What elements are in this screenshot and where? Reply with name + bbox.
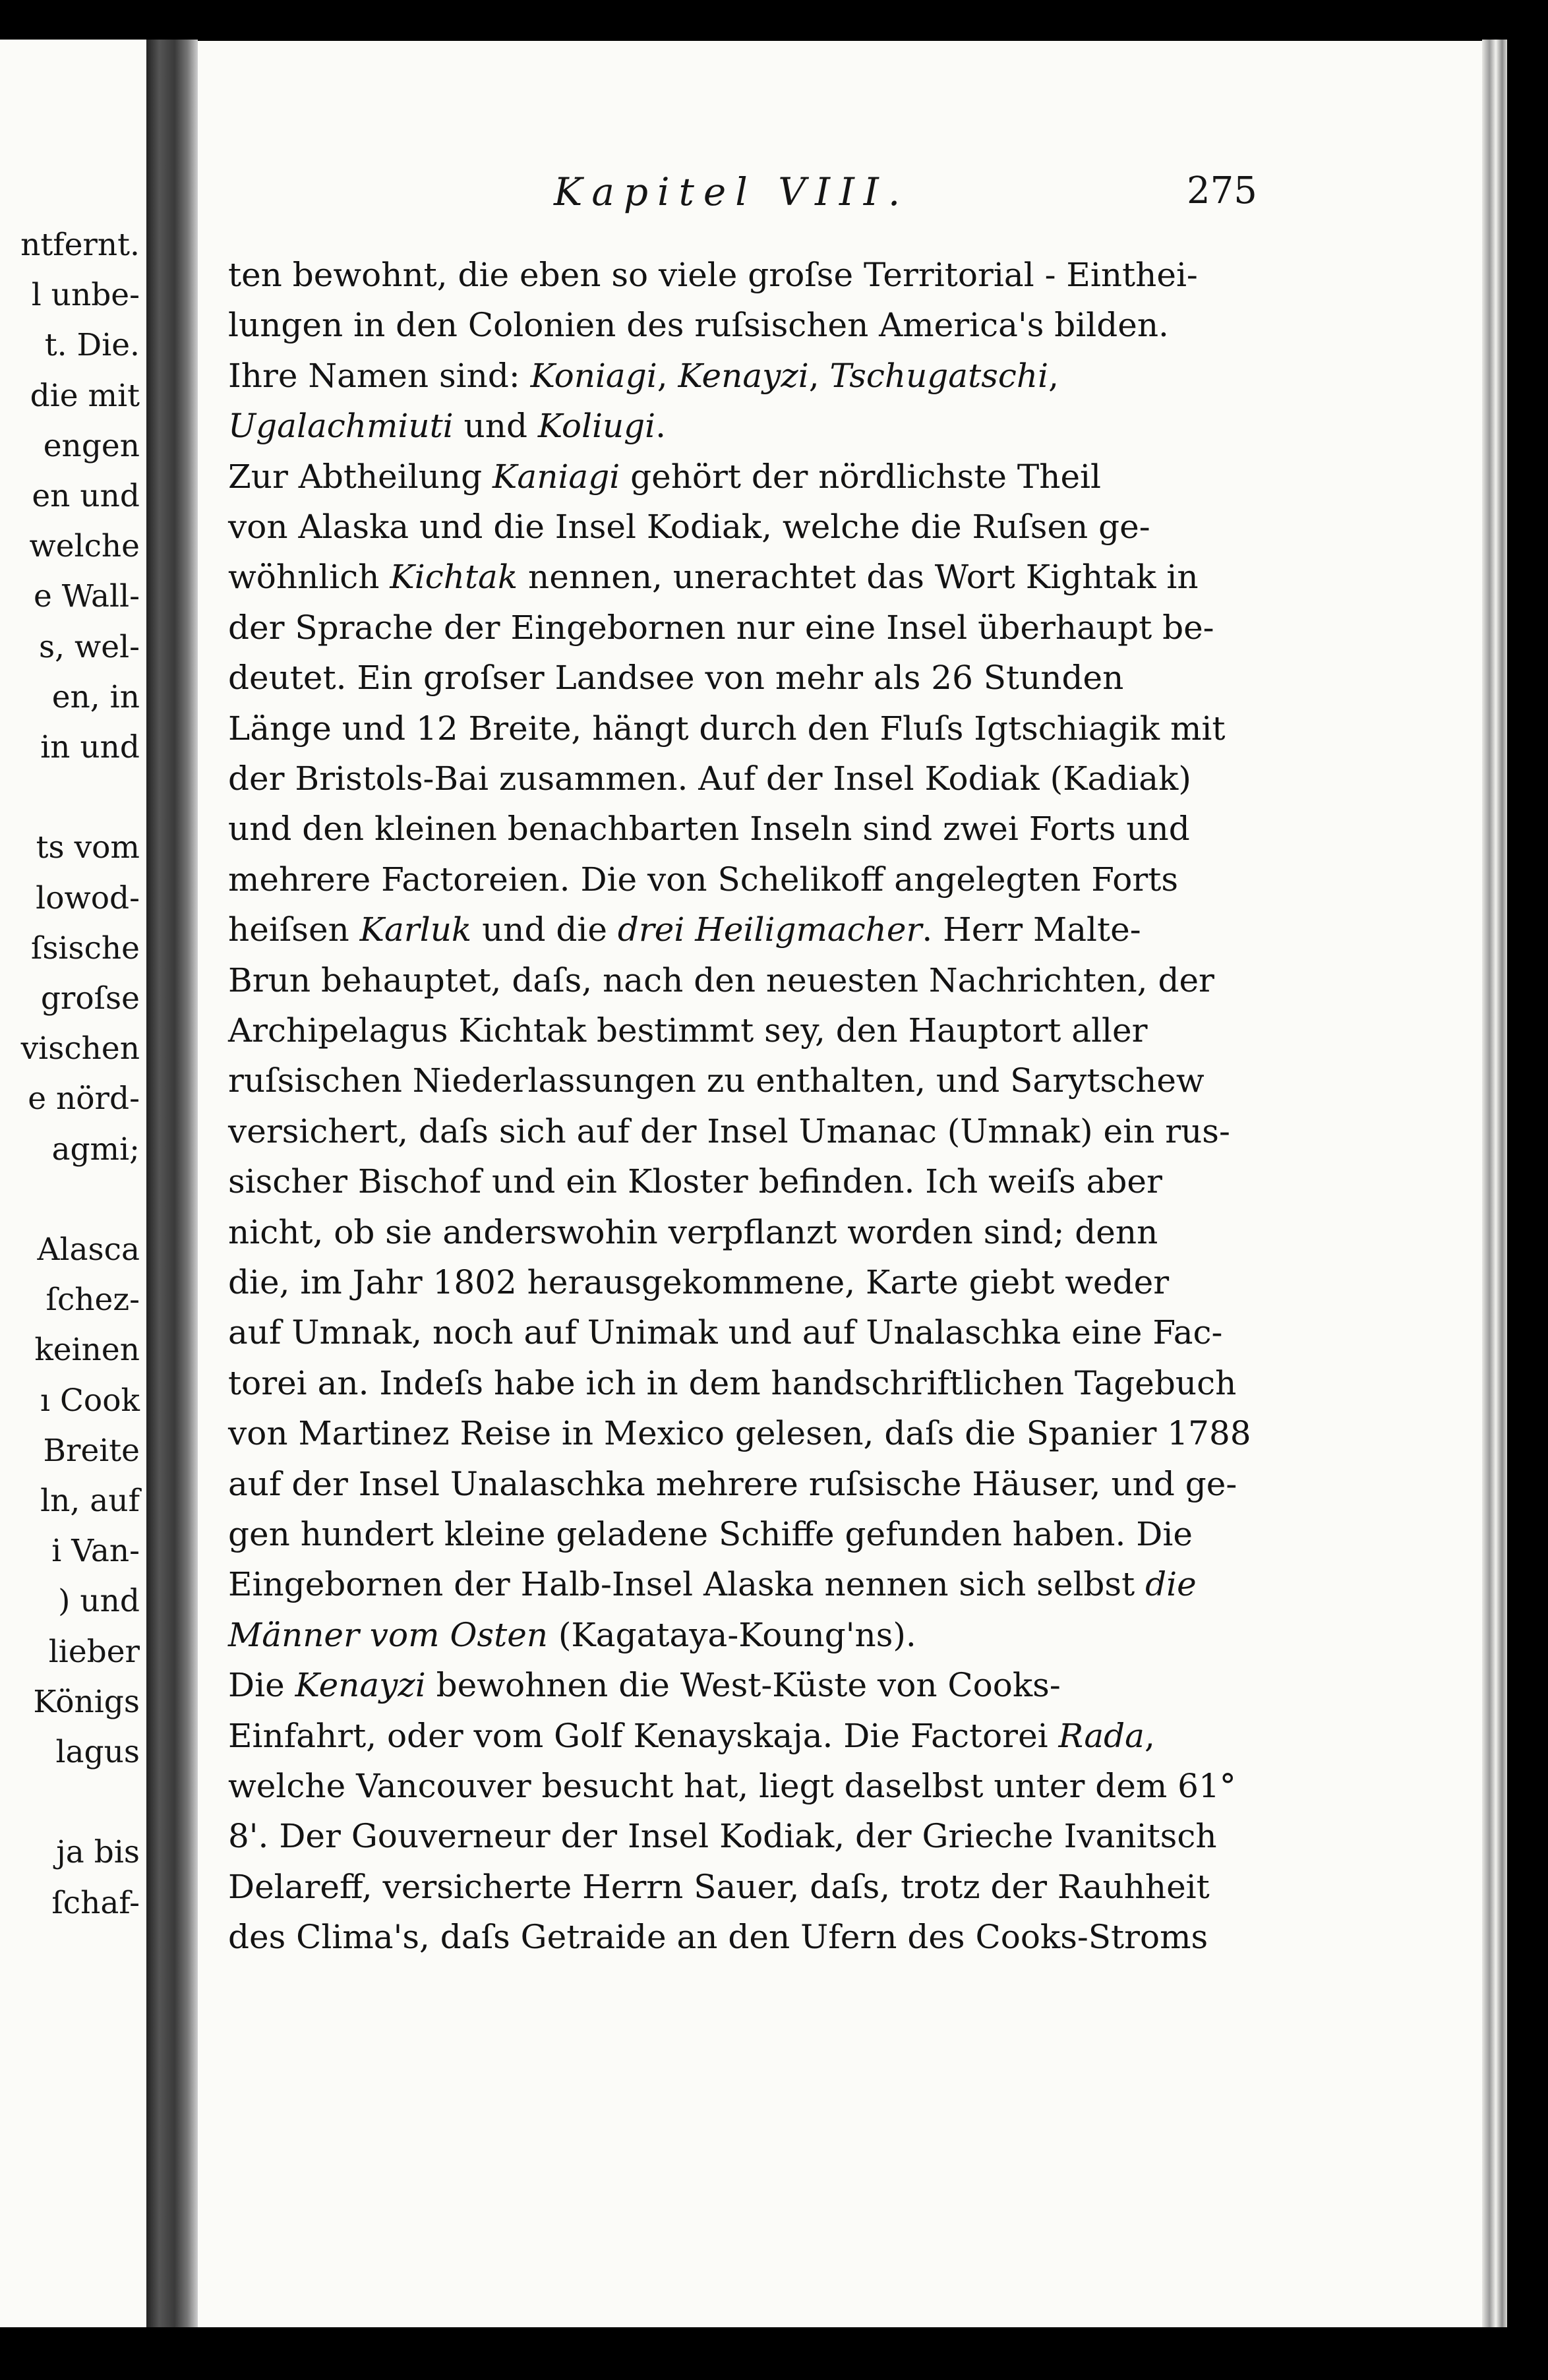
italic-name: die	[1145, 1565, 1197, 1604]
facing-page-line: ſchaf-	[51, 1884, 140, 1921]
body-text-line	[228, 1615, 916, 1654]
text-run: 8'. Der Gouverneur der Insel Kodiak, der Grieche Ivanitsch	[228, 1817, 1217, 1856]
text-run: torei an. Indeſs habe ich in dem handschriftlichen Tagebuch	[228, 1363, 1237, 1402]
italic-name: Kenayzi	[678, 356, 809, 395]
facing-page-line: in und	[40, 729, 140, 765]
body-text-line	[228, 1414, 1251, 1453]
italic-name: Karluk	[359, 910, 472, 949]
facing-page-line: Alasca	[37, 1232, 140, 1268]
running-head: Kapitel VIII.	[554, 169, 910, 214]
italic-name: drei Heiligmacher	[617, 910, 922, 949]
text-run: auf Umnak, noch auf Unimak und auf Unalaschka eine Fac-	[228, 1313, 1223, 1352]
facing-page-line: ſsische	[30, 930, 140, 967]
text-run: der Bristols-Bai zusammen. Auf der Insel Kodiak (Kadiak)	[228, 759, 1191, 798]
facing-page-line: en und	[32, 478, 140, 514]
italic-name: Kaniagi	[492, 457, 620, 496]
text-run: heiſsen	[228, 910, 360, 949]
italic-name: Ugalachmiuti	[228, 407, 454, 446]
facing-page-line: engen	[43, 427, 140, 464]
book-gutter	[146, 40, 198, 2327]
text-run: versichert, daſs sich auf der Insel Umanac (Umnak) ein rus-	[228, 1112, 1230, 1150]
body-text-line	[228, 1515, 1193, 1553]
text-run: Die	[228, 1666, 295, 1705]
text-run: gen hundert kleine geladene Schiffe gefunden haben. Die	[228, 1515, 1193, 1553]
text-run: Eingebornen der Halb-Insel Alaska nennen sich selbst	[228, 1565, 1146, 1604]
body-text-line	[228, 1666, 1061, 1705]
text-run: Einfahrt, oder vom Golf Kenayskaja. Die Factorei	[228, 1716, 1059, 1755]
text-run: .	[655, 407, 667, 446]
book-page	[198, 41, 1482, 2327]
body-text-line	[228, 1817, 1217, 1856]
italic-name: Männer vom Osten	[228, 1615, 548, 1654]
body-text-line	[228, 1464, 1237, 1503]
text-run: nennen, unerachtet das Wort Kightak in	[518, 558, 1199, 597]
facing-page-line: l unbe-	[31, 277, 140, 314]
text-run: nicht, ob sie anderswohin verpflanzt worden sind; denn	[228, 1212, 1158, 1251]
facing-page-line: agmi;	[51, 1131, 140, 1168]
facing-page-line: ln, auf	[40, 1483, 140, 1519]
text-run: ten bewohnt, die eben so viele groſse Territorial - Einthei-	[228, 256, 1198, 294]
text-run: Brun behauptet, daſs, nach den neuesten Nachrichten, der	[228, 961, 1214, 999]
body-text-line	[228, 457, 1102, 496]
body-text-line	[228, 860, 1178, 899]
text-run: wöhnlich	[228, 558, 390, 597]
body-text-line	[228, 608, 1214, 647]
text-run: des Clima's, daſs Getraide an den Ufern des Cooks-Stroms	[228, 1918, 1208, 1957]
facing-page-line: Königs	[33, 1683, 140, 1720]
body-text-line	[228, 1716, 1155, 1755]
facing-page-line: i Van-	[51, 1533, 140, 1570]
facing-page-line: en, in	[51, 678, 140, 715]
body-text-line	[228, 256, 1198, 294]
text-run: bewohnen die West-Küste von Cooks-	[425, 1666, 1061, 1705]
body-text-line	[228, 356, 1059, 395]
italic-name: Koniagi	[530, 356, 657, 395]
body-text-line	[228, 558, 1199, 597]
body-text-line	[228, 1313, 1223, 1352]
text-run: ,	[808, 356, 830, 395]
body-text-line	[228, 1162, 1162, 1201]
text-run: gehört der nördlichste Theil	[620, 457, 1102, 496]
text-run: von Alaska und die Insel Kodiak, welche die Ruſsen ge-	[228, 508, 1150, 546]
body-text-line	[228, 1867, 1210, 1906]
body-text-line	[228, 1363, 1237, 1402]
facing-page-line: t. Die.	[44, 327, 140, 364]
text-run: und den kleinen benachbarten Inseln sind zwei Forts und	[228, 810, 1190, 848]
facing-page-line: groſse	[40, 980, 140, 1017]
body-text-line	[228, 1918, 1208, 1957]
page-number: 275	[1187, 169, 1257, 212]
body-text-line	[228, 306, 1169, 345]
text-run: auf der Insel Unalaschka mehrere ruſsische Häuser, und ge-	[228, 1464, 1237, 1503]
facing-page-line: welche	[29, 528, 140, 565]
facing-page-line: ı Cook	[40, 1382, 140, 1419]
text-run: ,	[1144, 1716, 1155, 1755]
text-run: lungen in den Colonien des ruſsischen America's bilden.	[228, 306, 1169, 345]
italic-name: Kenayzi	[295, 1666, 426, 1705]
text-run: Delareff, versicherte Herrn Sauer, daſs, trotz der Rauhheit	[228, 1867, 1210, 1906]
text-run: und	[453, 407, 538, 446]
body-text-line	[228, 961, 1214, 999]
facing-page-line: ja bis	[56, 1834, 140, 1871]
facing-page-line: lagus	[55, 1734, 140, 1770]
body-text-line	[228, 910, 1141, 949]
text-run: Archipelagus Kichtak bestimmt sey, den Hauptort aller	[228, 1011, 1148, 1050]
body-text-line	[228, 1011, 1148, 1050]
body-text-line	[228, 1565, 1197, 1604]
facing-page-fragment	[0, 40, 146, 2327]
facing-page-line: Breite	[43, 1432, 140, 1469]
text-run: und die	[471, 910, 618, 949]
body-text-line	[228, 1212, 1158, 1251]
text-run: Länge und 12 Breite, hängt durch den Fluſs Igtschiagik mit	[228, 709, 1226, 748]
text-run: welche Vancouver besucht hat, liegt daselbst unter dem 61°	[228, 1767, 1236, 1805]
text-run: die, im Jahr 1802 herausgekommene, Karte giebt weder	[228, 1263, 1170, 1301]
text-run: deutet. Ein groſser Landsee von mehr als 26 Stunden	[228, 659, 1124, 698]
text-run: . Herr Malte-	[922, 910, 1141, 949]
body-text-line	[228, 759, 1191, 798]
body-text-line	[228, 1112, 1230, 1150]
body-text-line	[228, 709, 1226, 748]
italic-name: Rada	[1058, 1716, 1145, 1755]
facing-page-line: die mit	[30, 377, 140, 414]
text-run: (Kagataya-Koung'ns).	[548, 1615, 916, 1654]
body-text-line	[228, 1263, 1170, 1301]
body-text-line	[228, 407, 667, 446]
facing-page-line: lieber	[48, 1633, 140, 1670]
text-run: der Sprache der Eingebornen nur eine Insel überhaupt be-	[228, 608, 1214, 647]
text-run: mehrere Factoreien. Die von Schelikoff angelegten Forts	[228, 860, 1178, 899]
facing-page-line: keinen	[34, 1332, 140, 1369]
text-run: ,	[1048, 356, 1059, 395]
facing-page-line: ts vom	[36, 829, 140, 866]
facing-page-line: vischen	[20, 1030, 140, 1067]
facing-page-line: s, wel-	[39, 628, 140, 665]
facing-page-line: lowod-	[36, 879, 140, 916]
body-text-line	[228, 508, 1150, 546]
italic-name: Tschugatschi	[829, 356, 1049, 395]
text-run: Zur Abtheilung	[228, 457, 493, 496]
text-run: von Martinez Reise in Mexico gelesen, daſs die Spanier 1788	[228, 1414, 1251, 1453]
facing-page-line: ) und	[58, 1583, 140, 1620]
body-text-line	[228, 1767, 1236, 1805]
facing-page-line: e Wall-	[34, 578, 140, 615]
facing-page-line: ntfernt.	[20, 227, 140, 263]
text-run: ,	[657, 356, 678, 395]
facing-page-line: e nörd-	[28, 1081, 140, 1117]
italic-name: Koliugi	[537, 407, 656, 446]
page-edge	[1482, 40, 1507, 2327]
body-text-line	[228, 659, 1124, 698]
body-text-line	[228, 1061, 1205, 1100]
text-run: ruſsischen Niederlassungen zu enthalten, und Sarytschew	[228, 1061, 1205, 1100]
text-run: Ihre Namen sind:	[228, 356, 531, 395]
italic-name: Kichtak	[390, 558, 518, 597]
text-run: sischer Bischof und ein Kloster befinden. Ich weiſs aber	[228, 1162, 1162, 1201]
body-text-line	[228, 810, 1190, 848]
facing-page-line: ſchez-	[45, 1282, 140, 1319]
